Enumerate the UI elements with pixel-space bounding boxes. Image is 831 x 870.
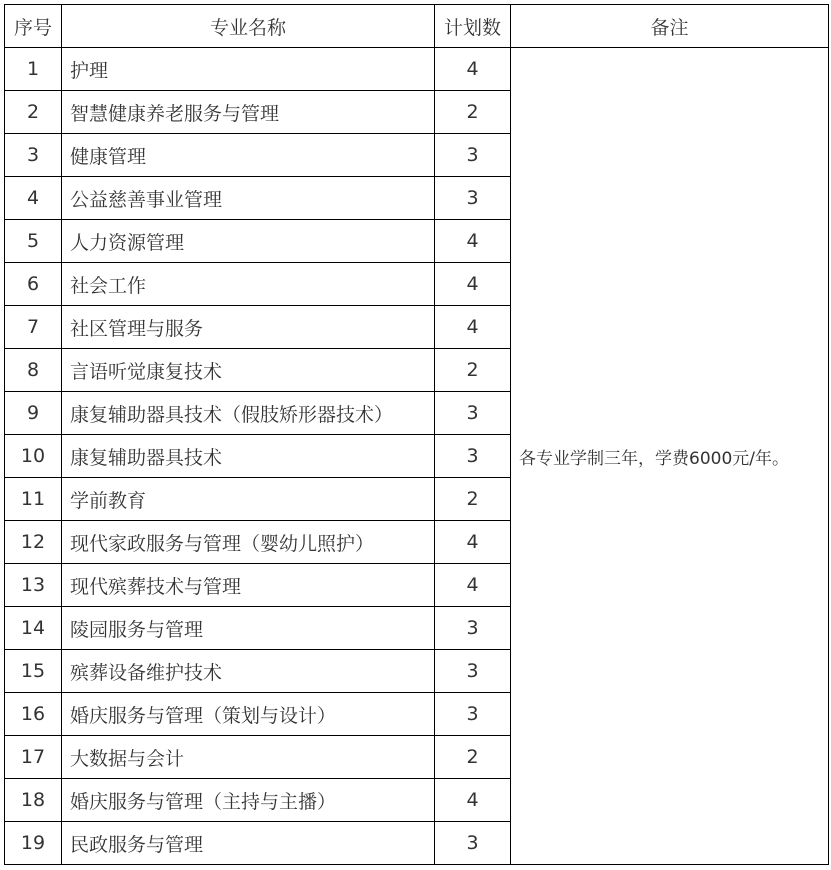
header-serial-number: 序号	[5, 5, 62, 48]
plan-count-cell: 4	[435, 564, 511, 607]
serial-number-cell: 3	[5, 134, 62, 177]
plan-count-cell: 4	[435, 48, 511, 91]
plan-count-cell: 3	[435, 693, 511, 736]
major-name-cell: 言语听觉康复技术	[62, 349, 435, 392]
enrollment-plan-table	[4, 4, 829, 865]
table-row	[5, 48, 829, 91]
major-name-cell: 健康管理	[62, 134, 435, 177]
serial-number-cell: 1	[5, 48, 62, 91]
major-name-cell: 大数据与会计	[62, 736, 435, 779]
major-name-cell: 护理	[62, 48, 435, 91]
plan-count-cell: 2	[435, 349, 511, 392]
major-name-cell: 民政服务与管理	[62, 822, 435, 865]
serial-number-cell: 9	[5, 392, 62, 435]
serial-number-cell: 2	[5, 91, 62, 134]
plan-count-cell: 4	[435, 306, 511, 349]
remarks-cell: 各专业学制三年，学费6000元/年。	[511, 48, 829, 865]
plan-count-cell: 3	[435, 392, 511, 435]
plan-count-cell: 3	[435, 134, 511, 177]
serial-number-cell: 16	[5, 693, 62, 736]
table-body	[5, 48, 829, 865]
major-name-cell: 婚庆服务与管理（主持与主播）	[62, 779, 435, 822]
serial-number-cell: 4	[5, 177, 62, 220]
plan-count-cell: 3	[435, 177, 511, 220]
serial-number-cell: 17	[5, 736, 62, 779]
major-name-cell: 现代家政服务与管理（婴幼儿照护）	[62, 521, 435, 564]
serial-number-cell: 14	[5, 607, 62, 650]
plan-count-cell: 3	[435, 650, 511, 693]
major-name-cell: 殡葬设备维护技术	[62, 650, 435, 693]
serial-number-cell: 19	[5, 822, 62, 865]
major-name-cell: 陵园服务与管理	[62, 607, 435, 650]
serial-number-cell: 13	[5, 564, 62, 607]
major-name-cell: 智慧健康养老服务与管理	[62, 91, 435, 134]
major-name-cell: 现代殡葬技术与管理	[62, 564, 435, 607]
header-remarks: 备注	[511, 5, 829, 48]
serial-number-cell: 18	[5, 779, 62, 822]
plan-count-cell: 2	[435, 736, 511, 779]
plan-count-cell: 2	[435, 91, 511, 134]
plan-count-cell: 3	[435, 607, 511, 650]
major-name-cell: 婚庆服务与管理（策划与设计）	[62, 693, 435, 736]
plan-count-cell: 4	[435, 263, 511, 306]
major-name-cell: 康复辅助器具技术	[62, 435, 435, 478]
plan-count-cell: 4	[435, 220, 511, 263]
plan-count-cell: 2	[435, 478, 511, 521]
serial-number-cell: 8	[5, 349, 62, 392]
major-name-cell: 社会工作	[62, 263, 435, 306]
major-name-cell: 社区管理与服务	[62, 306, 435, 349]
header-plan-count: 计划数	[435, 5, 511, 48]
plan-count-cell: 4	[435, 779, 511, 822]
serial-number-cell: 6	[5, 263, 62, 306]
major-name-cell: 人力资源管理	[62, 220, 435, 263]
serial-number-cell: 10	[5, 435, 62, 478]
major-name-cell: 康复辅助器具技术（假肢矫形器技术）	[62, 392, 435, 435]
serial-number-cell: 11	[5, 478, 62, 521]
serial-number-cell: 5	[5, 220, 62, 263]
plan-count-cell: 3	[435, 822, 511, 865]
plan-count-cell: 4	[435, 521, 511, 564]
serial-number-cell: 7	[5, 306, 62, 349]
major-name-cell: 学前教育	[62, 478, 435, 521]
plan-count-cell: 3	[435, 435, 511, 478]
major-name-cell: 公益慈善事业管理	[62, 177, 435, 220]
table-header-row	[5, 5, 829, 48]
serial-number-cell: 12	[5, 521, 62, 564]
serial-number-cell: 15	[5, 650, 62, 693]
header-major-name: 专业名称	[62, 5, 435, 48]
